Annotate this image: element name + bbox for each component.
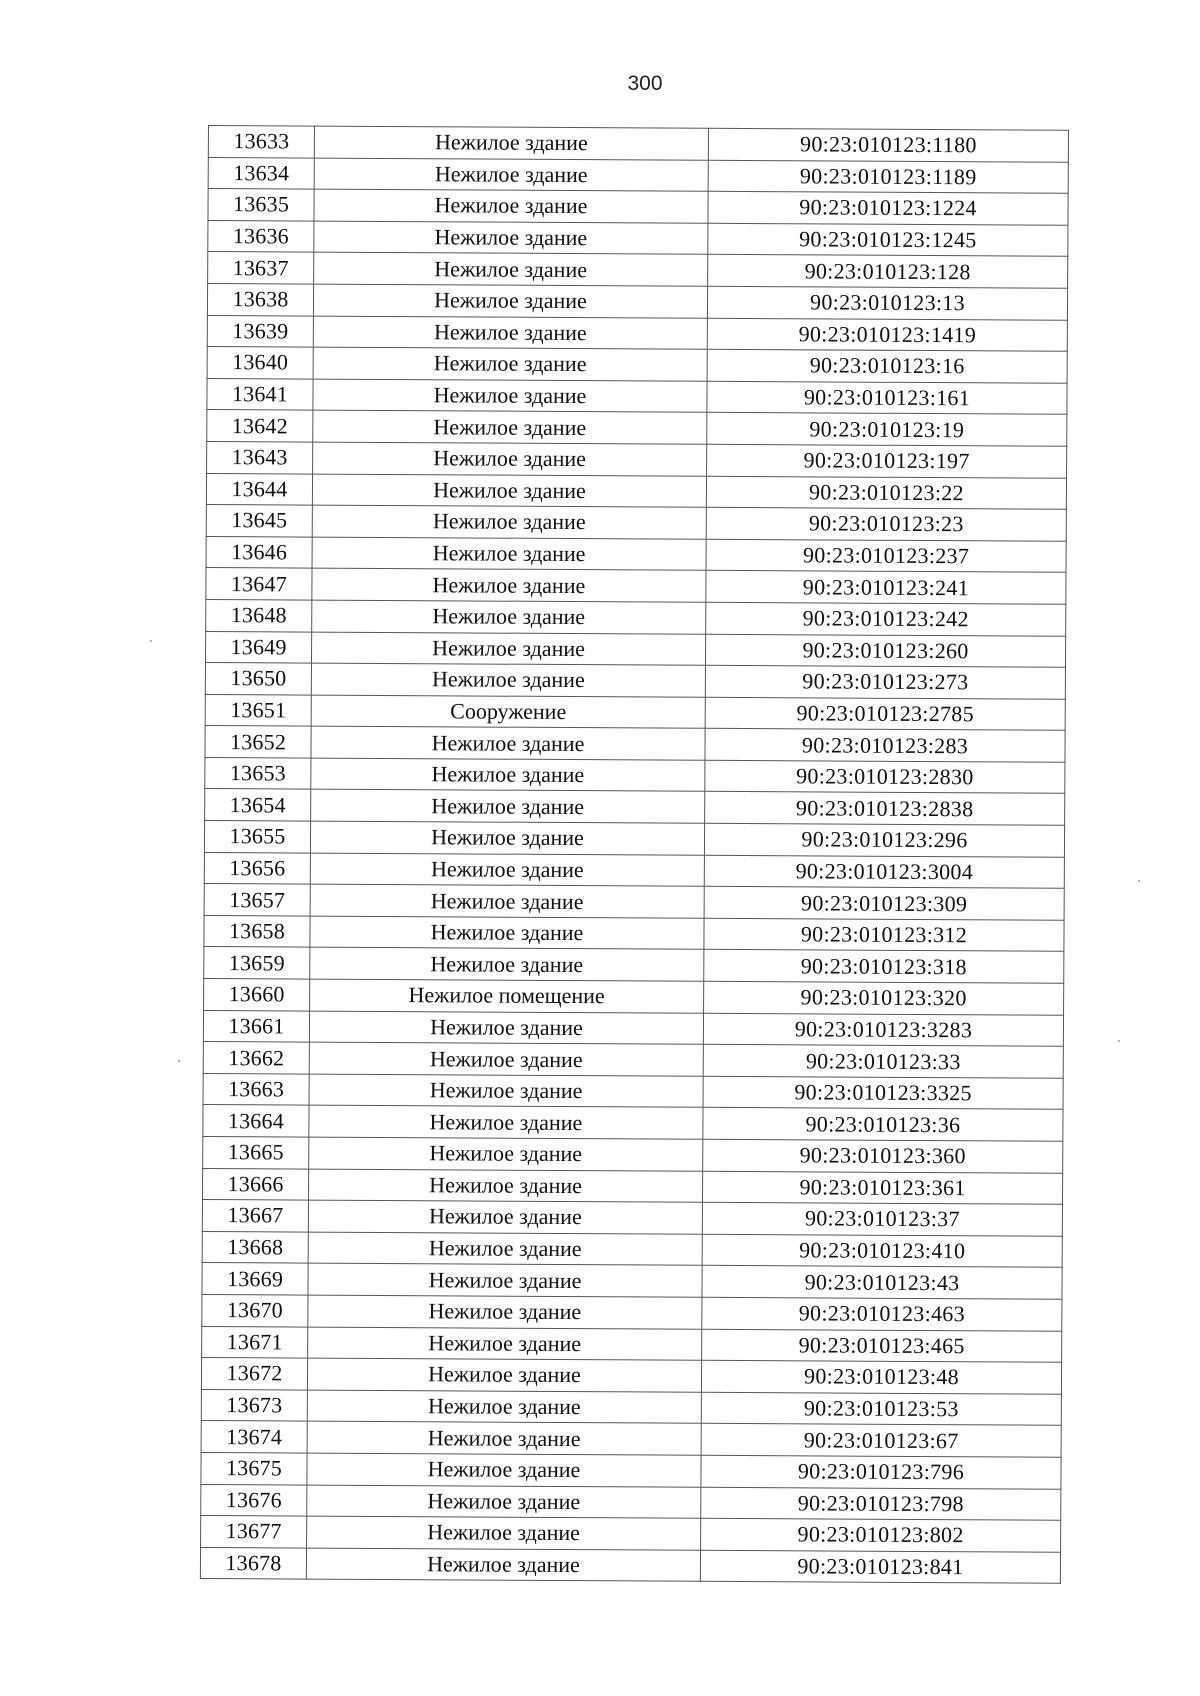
cadastral-number-cell: 90:23:010123:2838 <box>705 792 1065 826</box>
row-number-cell: 13677 <box>201 1516 307 1548</box>
table-row <box>207 315 1067 351</box>
table-row <box>204 884 1064 920</box>
table-row <box>205 663 1065 699</box>
row-number-cell: 13659 <box>204 947 310 979</box>
table-row <box>207 441 1067 477</box>
cadastral-number-cell: 90:23:010123:197 <box>707 444 1067 478</box>
table-row <box>203 1042 1063 1078</box>
table-row <box>206 568 1066 604</box>
cadastral-number-cell: 90:23:010123:320 <box>704 981 1064 1015</box>
object-type-cell: Нежилое здание <box>312 600 706 634</box>
object-type-cell: Нежилое здание <box>310 948 704 982</box>
row-number-cell: 13674 <box>201 1421 307 1453</box>
cadastral-number-cell: 90:23:010123:23 <box>706 507 1066 541</box>
cadastral-number-cell: 90:23:010123:37 <box>702 1202 1062 1236</box>
cadastral-number-cell: 90:23:010123:1180 <box>708 128 1068 162</box>
object-type-cell: Нежилое здание <box>313 284 707 318</box>
table-row <box>204 915 1064 951</box>
cadastral-number-cell: 90:23:010123:43 <box>702 1266 1062 1300</box>
object-type-cell: Нежилое здание <box>314 158 708 192</box>
row-number-cell: 13657 <box>204 884 310 916</box>
table-row <box>207 410 1067 446</box>
table-row <box>202 1168 1062 1204</box>
object-type-cell: Нежилое здание <box>309 1011 703 1045</box>
row-number-cell: 13678 <box>200 1547 306 1579</box>
table-row <box>208 252 1068 288</box>
row-number-cell: 13653 <box>205 757 311 789</box>
row-number-cell: 13660 <box>204 979 310 1011</box>
row-number-cell: 13665 <box>203 1136 309 1168</box>
object-type-cell: Нежилое здание <box>310 916 704 950</box>
object-type-cell: Нежилое помещение <box>310 979 704 1013</box>
cadastral-number-cell: 90:23:010123:3283 <box>703 1013 1063 1047</box>
object-type-cell: Нежилое здание <box>313 347 707 381</box>
cadastral-number-cell: 90:23:010123:67 <box>701 1424 1061 1458</box>
cadastral-number-cell: 90:23:010123:312 <box>704 918 1064 952</box>
row-number-cell: 13647 <box>206 568 312 600</box>
cadastral-number-cell: 90:23:010123:16 <box>707 349 1067 383</box>
row-number-cell: 13645 <box>206 505 312 537</box>
object-type-cell: Нежилое здание <box>311 663 705 697</box>
table-row <box>202 1326 1062 1362</box>
table-row <box>205 757 1065 793</box>
table-row <box>202 1200 1062 1236</box>
row-number-cell: 13639 <box>207 315 313 347</box>
object-type-cell: Нежилое здание <box>307 1485 701 1519</box>
row-number-cell: 13652 <box>205 726 311 758</box>
table-row <box>207 283 1067 319</box>
cadastral-number-cell: 90:23:010123:841 <box>700 1550 1060 1584</box>
object-type-cell: Нежилое здание <box>313 442 707 476</box>
cadastral-number-cell: 90:23:010123:283 <box>705 729 1065 763</box>
table-row <box>207 378 1067 414</box>
table-row <box>201 1484 1061 1520</box>
cadastral-number-cell: 90:23:010123:2785 <box>705 697 1065 731</box>
cadastral-number-cell: 90:23:010123:360 <box>703 1139 1063 1173</box>
row-number-cell: 13654 <box>205 789 311 821</box>
table-row <box>205 694 1065 730</box>
table-row <box>208 220 1068 256</box>
object-type-cell: Нежилое здание <box>310 821 704 855</box>
row-number-cell: 13637 <box>208 252 314 284</box>
cadastral-number-cell: 90:23:010123:1224 <box>708 191 1068 225</box>
cadastral-number-cell: 90:23:010123:2830 <box>705 760 1065 794</box>
cadastral-number-cell: 90:23:010123:296 <box>704 823 1064 857</box>
table-row <box>206 473 1066 509</box>
row-number-cell: 13675 <box>201 1452 307 1484</box>
table-row <box>202 1294 1062 1330</box>
scan-speck <box>178 1060 180 1062</box>
table-row <box>208 157 1068 193</box>
scan-speck <box>1118 1040 1120 1042</box>
row-number-cell: 13640 <box>207 347 313 379</box>
cadastral-number-cell: 90:23:010123:13 <box>707 286 1067 320</box>
row-number-cell: 13670 <box>202 1294 308 1326</box>
row-number-cell: 13634 <box>208 157 314 189</box>
cadastral-number-cell: 90:23:010123:48 <box>701 1360 1061 1394</box>
cadastral-number-cell: 90:23:010123:1189 <box>708 160 1068 194</box>
page-number: 300 <box>627 72 663 95</box>
table-row <box>203 1073 1063 1109</box>
cadastral-number-cell: 90:23:010123:463 <box>702 1297 1062 1331</box>
row-number-cell: 13636 <box>208 220 314 252</box>
row-number-cell: 13650 <box>205 663 311 695</box>
object-type-cell: Нежилое здание <box>314 252 708 286</box>
object-type-cell: Нежилое здание <box>307 1358 701 1392</box>
table-row <box>204 979 1064 1015</box>
property-table-body <box>200 126 1068 1584</box>
property-table-container <box>200 125 1068 1584</box>
row-number-cell: 13646 <box>206 536 312 568</box>
row-number-cell: 13651 <box>205 694 311 726</box>
cadastral-number-cell: 90:23:010123:36 <box>703 1108 1063 1142</box>
object-type-cell: Нежилое здание <box>311 632 705 666</box>
cadastral-number-cell: 90:23:010123:465 <box>702 1329 1062 1363</box>
table-row <box>204 947 1064 983</box>
cadastral-number-cell: 90:23:010123:3325 <box>703 1076 1063 1110</box>
object-type-cell: Нежилое здание <box>308 1327 702 1361</box>
row-number-cell: 13673 <box>201 1389 307 1421</box>
row-number-cell: 13672 <box>201 1358 307 1390</box>
cadastral-number-cell: 90:23:010123:22 <box>706 476 1066 510</box>
row-number-cell: 13669 <box>202 1263 308 1295</box>
object-type-cell: Нежилое здание <box>310 853 704 887</box>
object-type-cell: Нежилое здание <box>309 1105 703 1139</box>
row-number-cell: 13643 <box>207 441 313 473</box>
object-type-cell: Сооружение <box>311 695 705 729</box>
table-row <box>205 631 1065 667</box>
row-number-cell: 13648 <box>206 599 312 631</box>
table-row <box>208 189 1068 225</box>
table-row <box>201 1516 1061 1552</box>
object-type-cell: Нежилое здание <box>312 568 706 602</box>
cadastral-number-cell: 90:23:010123:161 <box>707 381 1067 415</box>
table-row <box>204 821 1064 857</box>
object-type-cell: Нежилое здание <box>313 379 707 413</box>
object-type-cell: Нежилое здание <box>313 410 707 444</box>
row-number-cell: 13666 <box>202 1168 308 1200</box>
object-type-cell: Нежилое здание <box>314 189 708 223</box>
row-number-cell: 13661 <box>203 1010 309 1042</box>
row-number-cell: 13633 <box>208 126 314 158</box>
object-type-cell: Нежилое здание <box>307 1516 701 1550</box>
cadastral-number-cell: 90:23:010123:33 <box>703 1044 1063 1078</box>
object-type-cell: Нежилое здание <box>310 884 704 918</box>
object-type-cell: Нежилое здание <box>311 790 705 824</box>
cadastral-number-cell: 90:23:010123:410 <box>702 1234 1062 1268</box>
row-number-cell: 13656 <box>204 852 310 884</box>
object-type-cell: Нежилое здание <box>307 1453 701 1487</box>
scan-speck <box>1138 880 1140 882</box>
property-table <box>200 125 1069 1584</box>
table-row <box>206 599 1066 635</box>
table-row <box>205 789 1065 825</box>
table-row <box>206 505 1066 541</box>
row-number-cell: 13658 <box>204 915 310 947</box>
object-type-cell: Нежилое здание <box>313 316 707 350</box>
object-type-cell: Нежилое здание <box>308 1169 702 1203</box>
row-number-cell: 13655 <box>204 821 310 853</box>
table-row <box>206 536 1066 572</box>
scan-speck <box>150 640 152 642</box>
cadastral-number-cell: 90:23:010123:242 <box>706 602 1066 636</box>
row-number-cell: 13664 <box>203 1105 309 1137</box>
row-number-cell: 13644 <box>206 473 312 505</box>
table-row <box>200 1547 1060 1583</box>
object-type-cell: Нежилое здание <box>307 1421 701 1455</box>
row-number-cell: 13642 <box>207 410 313 442</box>
table-row <box>202 1263 1062 1299</box>
object-type-cell: Нежилое здание <box>309 1137 703 1171</box>
cadastral-number-cell: 90:23:010123:53 <box>701 1392 1061 1426</box>
object-type-cell: Нежилое здание <box>312 537 706 571</box>
cadastral-number-cell: 90:23:010123:260 <box>705 634 1065 668</box>
cadastral-number-cell: 90:23:010123:3004 <box>704 855 1064 889</box>
object-type-cell: Нежилое здание <box>308 1232 702 1266</box>
row-number-cell: 13667 <box>202 1200 308 1232</box>
row-number-cell: 13638 <box>207 283 313 315</box>
cadastral-number-cell: 90:23:010123:802 <box>701 1518 1061 1552</box>
table-row <box>203 1105 1063 1141</box>
object-type-cell: Нежилое здание <box>311 758 705 792</box>
table-row <box>207 347 1067 383</box>
cadastral-number-cell: 90:23:010123:241 <box>706 571 1066 605</box>
cadastral-number-cell: 90:23:010123:1419 <box>707 318 1067 352</box>
table-row <box>205 726 1065 762</box>
cadastral-number-cell: 90:23:010123:361 <box>702 1171 1062 1205</box>
row-number-cell: 13641 <box>207 378 313 410</box>
object-type-cell: Нежилое здание <box>309 1042 703 1076</box>
object-type-cell: Нежилое здание <box>308 1295 702 1329</box>
table-row <box>208 126 1068 162</box>
table-row <box>203 1010 1063 1046</box>
object-type-cell: Нежилое здание <box>306 1548 700 1582</box>
cadastral-number-cell: 90:23:010123:309 <box>704 887 1064 921</box>
table-row <box>204 852 1064 888</box>
row-number-cell: 13662 <box>203 1042 309 1074</box>
object-type-cell: Нежилое здание <box>314 221 708 255</box>
cadastral-number-cell: 90:23:010123:237 <box>706 539 1066 573</box>
row-number-cell: 13635 <box>208 189 314 221</box>
row-number-cell: 13649 <box>205 631 311 663</box>
cadastral-number-cell: 90:23:010123:318 <box>704 950 1064 984</box>
table-row <box>201 1421 1061 1457</box>
table-row <box>201 1358 1061 1394</box>
table-row <box>202 1231 1062 1267</box>
object-type-cell: Нежилое здание <box>308 1263 702 1297</box>
table-row <box>201 1452 1061 1488</box>
object-type-cell: Нежилое здание <box>309 1074 703 1108</box>
cadastral-number-cell: 90:23:010123:128 <box>708 255 1068 289</box>
cadastral-number-cell: 90:23:010123:19 <box>707 413 1067 447</box>
object-type-cell: Нежилое здание <box>312 505 706 539</box>
cadastral-number-cell: 90:23:010123:1245 <box>708 223 1068 257</box>
cadastral-number-cell: 90:23:010123:798 <box>701 1487 1061 1521</box>
row-number-cell: 13663 <box>203 1073 309 1105</box>
cadastral-number-cell: 90:23:010123:796 <box>701 1455 1061 1489</box>
cadastral-number-cell: 90:23:010123:273 <box>705 665 1065 699</box>
row-number-cell: 13676 <box>201 1484 307 1516</box>
row-number-cell: 13668 <box>202 1231 308 1263</box>
object-type-cell: Нежилое здание <box>314 126 708 160</box>
object-type-cell: Нежилое здание <box>308 1200 702 1234</box>
row-number-cell: 13671 <box>202 1326 308 1358</box>
object-type-cell: Нежилое здание <box>312 474 706 508</box>
table-row <box>201 1389 1061 1425</box>
object-type-cell: Нежилое здание <box>307 1390 701 1424</box>
table-row <box>203 1136 1063 1172</box>
object-type-cell: Нежилое здание <box>311 726 705 760</box>
